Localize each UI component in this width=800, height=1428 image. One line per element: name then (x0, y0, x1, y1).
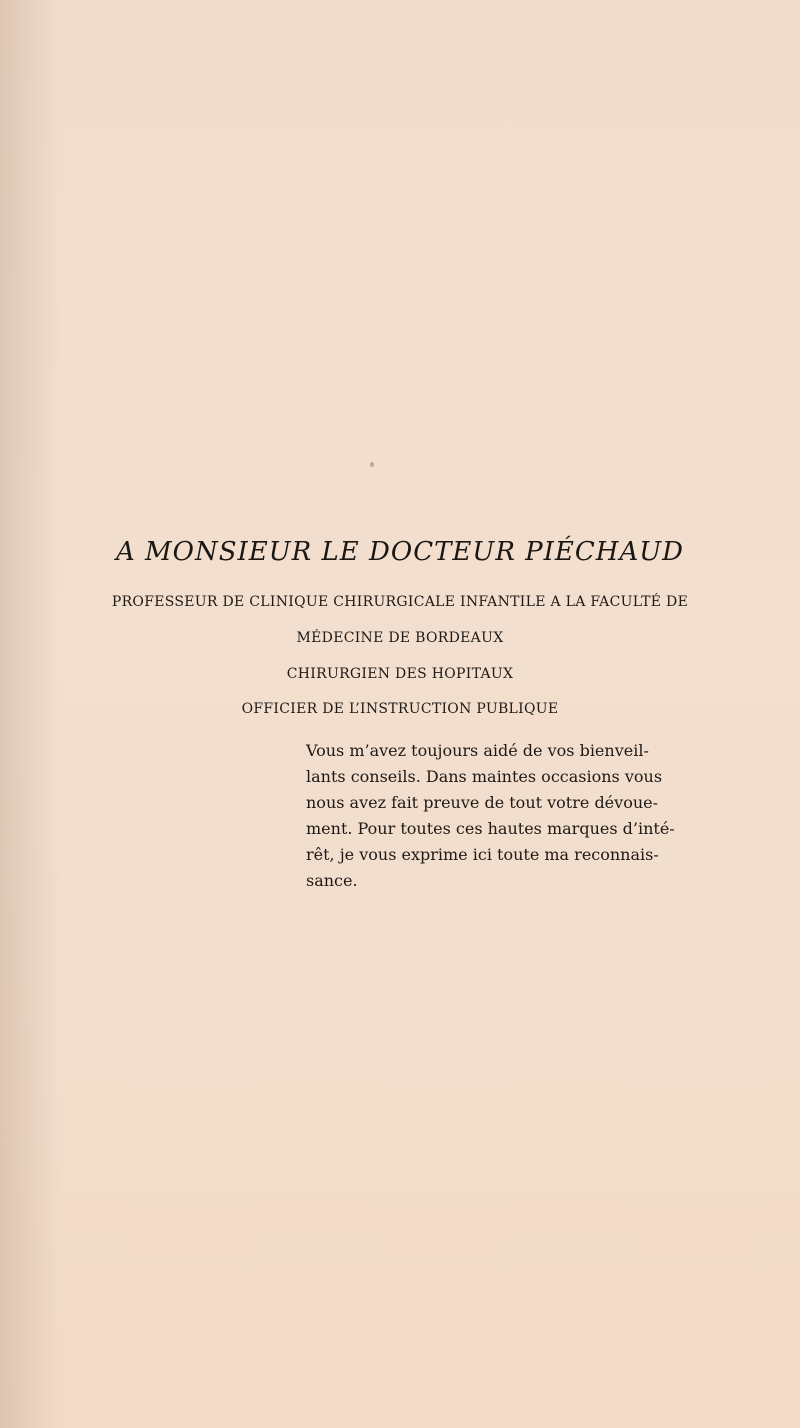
paragraph-line: nous avez fait preuve de tout votre dévoue- (306, 793, 658, 812)
paragraph-line: sance. (306, 871, 358, 890)
paper-speck (370, 462, 374, 467)
dedication-line-faculty: MÉDECINE DE BORDEAUX (296, 630, 504, 646)
dedication-line-surgeon: CHIRURGIEN DES HOPITAUX (286, 666, 514, 682)
paragraph-line: Vous m’avez toujours aidé de vos bienveil- (306, 741, 649, 760)
paragraph-line: ment. Pour toutes ces hautes marques d’inté- (306, 819, 675, 838)
dedication-line-professor: PROFESSEUR DE CLINIQUE CHIRURGICALE INFANTILE A LA FACULTÉ DE (111, 594, 689, 610)
paragraph-line: lants conseils. Dans maintes occasions vous (306, 767, 663, 786)
dedication-title: A MONSIEUR LE DOCTEUR PIÉCHAUD (115, 537, 685, 567)
paragraph-line: rêt, je vous exprime ici toute ma reconnais- (306, 845, 659, 864)
dedication-line-officer: OFFICIER DE L’INSTRUCTION PUBLIQUE (241, 701, 559, 717)
